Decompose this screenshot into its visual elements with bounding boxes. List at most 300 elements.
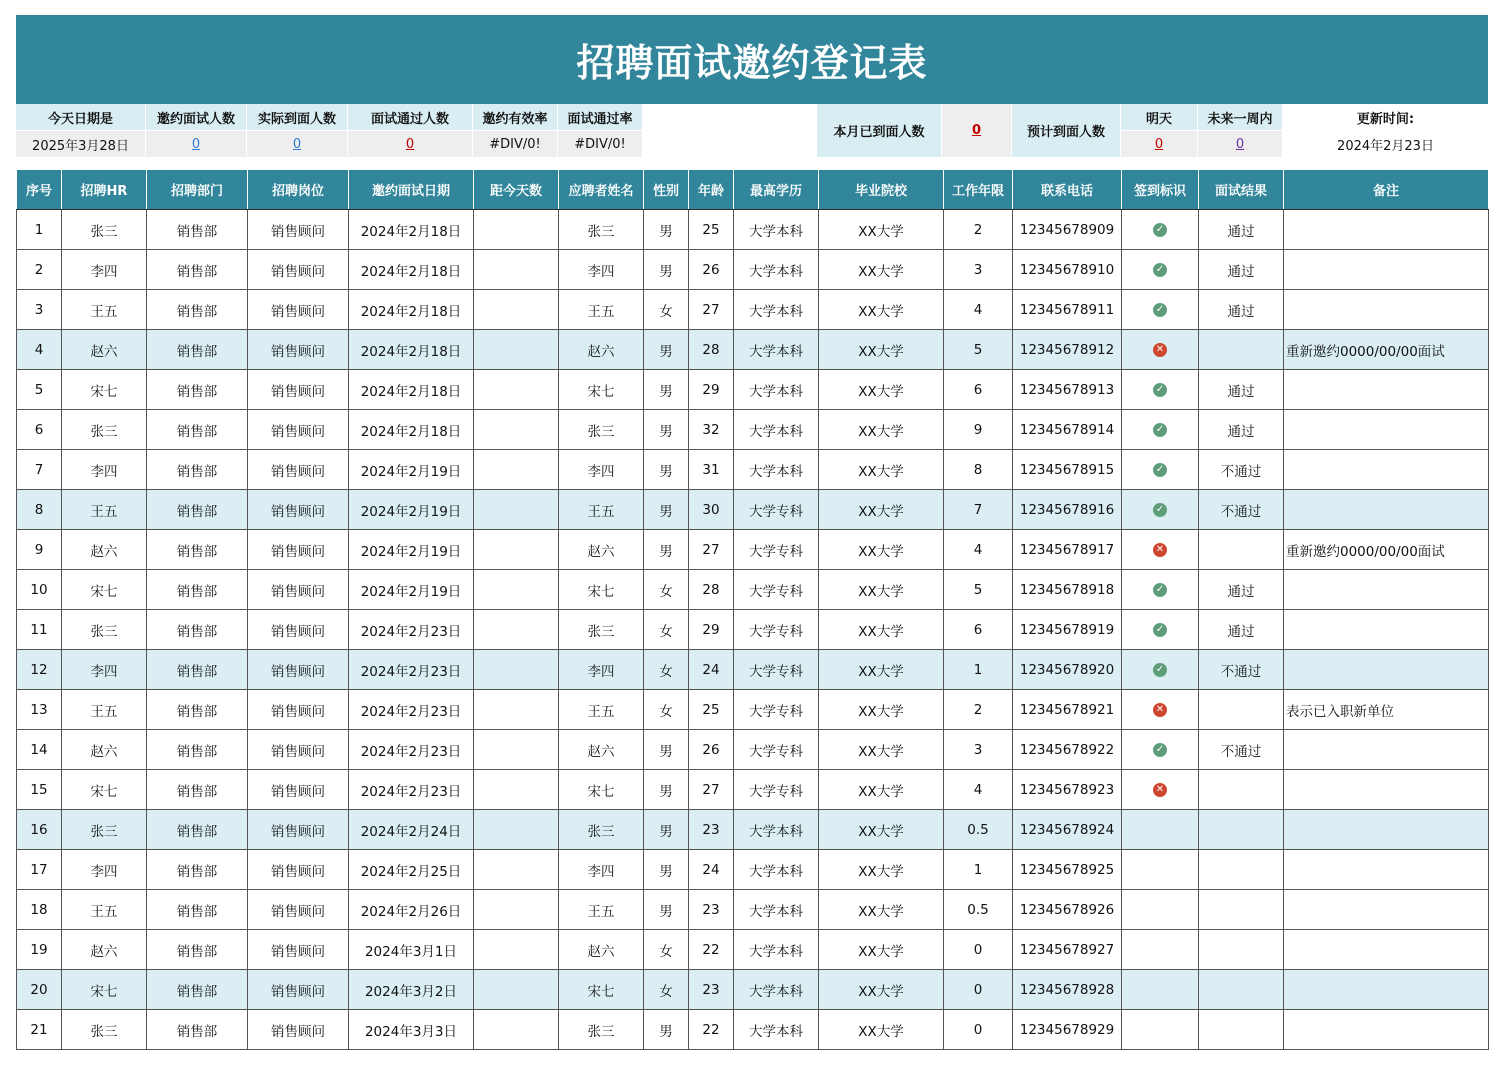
note-cell[interactable]	[1284, 970, 1489, 1010]
invite-date-cell[interactable]: 2024年2月23日	[349, 690, 474, 730]
years-cell[interactable]: 3	[944, 250, 1013, 290]
age-cell[interactable]: 23	[689, 970, 734, 1010]
col-header[interactable]: 序号	[17, 170, 62, 210]
hr-cell[interactable]: 张三	[62, 410, 147, 450]
sign-cell[interactable]	[1122, 650, 1199, 690]
result-cell[interactable]: 通过	[1199, 570, 1284, 610]
result-cell[interactable]: 不通过	[1199, 490, 1284, 530]
note-cell[interactable]	[1284, 850, 1489, 890]
row-number[interactable]: 4	[17, 330, 62, 370]
candidate-name-cell[interactable]: 宋七	[559, 970, 644, 1010]
age-cell[interactable]: 23	[689, 890, 734, 930]
result-cell[interactable]: 通过	[1199, 210, 1284, 250]
school-cell[interactable]: XX大学	[819, 810, 944, 850]
age-cell[interactable]: 29	[689, 610, 734, 650]
result-cell[interactable]	[1199, 530, 1284, 570]
years-cell[interactable]: 5	[944, 570, 1013, 610]
days-cell[interactable]	[474, 570, 559, 610]
phone-cell[interactable]: 12345678920	[1013, 650, 1122, 690]
sign-cell[interactable]	[1122, 890, 1199, 930]
invite-date-cell[interactable]: 2024年2月18日	[349, 370, 474, 410]
phone-cell[interactable]: 12345678913	[1013, 370, 1122, 410]
hr-cell[interactable]: 王五	[62, 490, 147, 530]
result-cell[interactable]: 通过	[1199, 610, 1284, 650]
sex-cell[interactable]: 男	[644, 370, 689, 410]
result-cell[interactable]	[1199, 1010, 1284, 1050]
dept-cell[interactable]: 销售部	[147, 810, 248, 850]
phone-cell[interactable]: 12345678928	[1013, 970, 1122, 1010]
sex-cell[interactable]: 男	[644, 450, 689, 490]
dept-cell[interactable]: 销售部	[147, 490, 248, 530]
candidate-name-cell[interactable]: 王五	[559, 290, 644, 330]
school-cell[interactable]: XX大学	[819, 730, 944, 770]
row-number[interactable]: 7	[17, 450, 62, 490]
age-cell[interactable]: 25	[689, 690, 734, 730]
passed-value-link[interactable]: 0	[405, 136, 415, 152]
age-cell[interactable]: 23	[689, 810, 734, 850]
dept-cell[interactable]: 销售部	[147, 410, 248, 450]
week-value[interactable]	[1198, 131, 1282, 157]
phone-cell[interactable]: 12345678925	[1013, 850, 1122, 890]
sign-cell[interactable]	[1122, 370, 1199, 410]
sex-cell[interactable]: 男	[644, 410, 689, 450]
days-cell[interactable]	[474, 290, 559, 330]
age-cell[interactable]: 29	[689, 370, 734, 410]
result-cell[interactable]: 通过	[1199, 370, 1284, 410]
result-cell[interactable]: 不通过	[1199, 650, 1284, 690]
post-cell[interactable]: 销售顾问	[248, 210, 349, 250]
passed-value[interactable]	[348, 131, 472, 157]
school-cell[interactable]: XX大学	[819, 490, 944, 530]
sex-cell[interactable]: 女	[644, 690, 689, 730]
age-cell[interactable]: 27	[689, 770, 734, 810]
days-cell[interactable]	[474, 250, 559, 290]
school-cell[interactable]: XX大学	[819, 890, 944, 930]
tomorrow-link[interactable]: 0	[1154, 136, 1164, 152]
dept-cell[interactable]: 销售部	[147, 930, 248, 970]
sex-cell[interactable]: 男	[644, 810, 689, 850]
age-cell[interactable]: 30	[689, 490, 734, 530]
arrived-value[interactable]	[247, 131, 347, 157]
candidate-name-cell[interactable]: 宋七	[559, 570, 644, 610]
years-cell[interactable]: 0	[944, 1010, 1013, 1050]
col-header[interactable]: 招聘部门	[147, 170, 248, 210]
sex-cell[interactable]: 男	[644, 850, 689, 890]
note-cell[interactable]	[1284, 490, 1489, 530]
arrived-value-link[interactable]: 0	[292, 136, 302, 152]
school-cell[interactable]: XX大学	[819, 530, 944, 570]
sex-cell[interactable]: 男	[644, 210, 689, 250]
row-number[interactable]: 3	[17, 290, 62, 330]
note-cell[interactable]	[1284, 370, 1489, 410]
sign-cell[interactable]	[1122, 210, 1199, 250]
hr-cell[interactable]: 李四	[62, 450, 147, 490]
education-cell[interactable]: 大学专科	[734, 530, 819, 570]
candidate-name-cell[interactable]: 赵六	[559, 530, 644, 570]
sex-cell[interactable]: 女	[644, 650, 689, 690]
phone-cell[interactable]: 12345678926	[1013, 890, 1122, 930]
school-cell[interactable]: XX大学	[819, 970, 944, 1010]
invite-date-cell[interactable]: 2024年2月26日	[349, 890, 474, 930]
post-cell[interactable]: 销售顾问	[248, 970, 349, 1010]
days-cell[interactable]	[474, 370, 559, 410]
phone-cell[interactable]: 12345678916	[1013, 490, 1122, 530]
col-header[interactable]: 最高学历	[734, 170, 819, 210]
sex-cell[interactable]: 男	[644, 330, 689, 370]
age-cell[interactable]: 26	[689, 250, 734, 290]
result-cell[interactable]: 通过	[1199, 290, 1284, 330]
candidate-name-cell[interactable]: 李四	[559, 650, 644, 690]
age-cell[interactable]: 22	[689, 930, 734, 970]
phone-cell[interactable]: 12345678917	[1013, 530, 1122, 570]
candidate-name-cell[interactable]: 赵六	[559, 330, 644, 370]
dept-cell[interactable]: 销售部	[147, 450, 248, 490]
dept-cell[interactable]: 销售部	[147, 770, 248, 810]
note-cell[interactable]: 重新邀约0000/00/00面试	[1284, 530, 1489, 570]
invite-date-cell[interactable]: 2024年2月19日	[349, 490, 474, 530]
years-cell[interactable]: 2	[944, 690, 1013, 730]
school-cell[interactable]: XX大学	[819, 650, 944, 690]
col-header[interactable]: 应聘者姓名	[559, 170, 644, 210]
row-number[interactable]: 21	[17, 1010, 62, 1050]
row-number[interactable]: 17	[17, 850, 62, 890]
sex-cell[interactable]: 女	[644, 610, 689, 650]
result-cell[interactable]	[1199, 690, 1284, 730]
school-cell[interactable]: XX大学	[819, 410, 944, 450]
invite-date-cell[interactable]: 2024年2月23日	[349, 730, 474, 770]
education-cell[interactable]: 大学专科	[734, 690, 819, 730]
school-cell[interactable]: XX大学	[819, 570, 944, 610]
invite-date-cell[interactable]: 2024年2月18日	[349, 210, 474, 250]
age-cell[interactable]: 22	[689, 1010, 734, 1050]
sign-cell[interactable]	[1122, 810, 1199, 850]
note-cell[interactable]	[1284, 250, 1489, 290]
sign-cell[interactable]	[1122, 770, 1199, 810]
post-cell[interactable]: 销售顾问	[248, 810, 349, 850]
month-arrived-link[interactable]: 0	[971, 123, 982, 138]
row-number[interactable]: 1	[17, 210, 62, 250]
sign-cell[interactable]	[1122, 530, 1199, 570]
school-cell[interactable]: XX大学	[819, 210, 944, 250]
days-cell[interactable]	[474, 730, 559, 770]
post-cell[interactable]: 销售顾问	[248, 570, 349, 610]
invite-date-cell[interactable]: 2024年2月19日	[349, 570, 474, 610]
years-cell[interactable]: 7	[944, 490, 1013, 530]
sex-cell[interactable]: 男	[644, 490, 689, 530]
col-header[interactable]: 面试结果	[1199, 170, 1284, 210]
education-cell[interactable]: 大学本科	[734, 370, 819, 410]
invite-date-cell[interactable]: 2024年2月18日	[349, 250, 474, 290]
age-cell[interactable]: 24	[689, 850, 734, 890]
post-cell[interactable]: 销售顾问	[248, 690, 349, 730]
days-cell[interactable]	[474, 930, 559, 970]
row-number[interactable]: 12	[17, 650, 62, 690]
note-cell[interactable]	[1284, 450, 1489, 490]
school-cell[interactable]: XX大学	[819, 370, 944, 410]
note-cell[interactable]	[1284, 1010, 1489, 1050]
hr-cell[interactable]: 赵六	[62, 730, 147, 770]
tomorrow-value[interactable]	[1121, 131, 1197, 157]
post-cell[interactable]: 销售顾问	[248, 410, 349, 450]
education-cell[interactable]: 大学本科	[734, 930, 819, 970]
sex-cell[interactable]: 女	[644, 970, 689, 1010]
years-cell[interactable]: 9	[944, 410, 1013, 450]
row-number[interactable]: 19	[17, 930, 62, 970]
age-cell[interactable]: 27	[689, 290, 734, 330]
age-cell[interactable]: 25	[689, 210, 734, 250]
post-cell[interactable]: 销售顾问	[248, 890, 349, 930]
phone-cell[interactable]: 12345678910	[1013, 250, 1122, 290]
dept-cell[interactable]: 销售部	[147, 1010, 248, 1050]
days-cell[interactable]	[474, 450, 559, 490]
sex-cell[interactable]: 男	[644, 1010, 689, 1050]
hr-cell[interactable]: 李四	[62, 250, 147, 290]
school-cell[interactable]: XX大学	[819, 1010, 944, 1050]
phone-cell[interactable]: 12345678915	[1013, 450, 1122, 490]
age-cell[interactable]: 24	[689, 650, 734, 690]
dept-cell[interactable]: 销售部	[147, 850, 248, 890]
sign-cell[interactable]	[1122, 490, 1199, 530]
candidate-name-cell[interactable]: 张三	[559, 410, 644, 450]
result-cell[interactable]: 通过	[1199, 410, 1284, 450]
sign-cell[interactable]	[1122, 970, 1199, 1010]
sex-cell[interactable]: 男	[644, 730, 689, 770]
post-cell[interactable]: 销售顾问	[248, 250, 349, 290]
education-cell[interactable]: 大学本科	[734, 410, 819, 450]
hr-cell[interactable]: 宋七	[62, 770, 147, 810]
years-cell[interactable]: 5	[944, 330, 1013, 370]
education-cell[interactable]: 大学专科	[734, 570, 819, 610]
row-number[interactable]: 6	[17, 410, 62, 450]
week-link[interactable]: 0	[1235, 136, 1245, 152]
age-cell[interactable]: 31	[689, 450, 734, 490]
hr-cell[interactable]: 宋七	[62, 370, 147, 410]
row-number[interactable]: 16	[17, 810, 62, 850]
sign-cell[interactable]	[1122, 1010, 1199, 1050]
school-cell[interactable]: XX大学	[819, 610, 944, 650]
invite-date-cell[interactable]: 2024年2月23日	[349, 610, 474, 650]
note-cell[interactable]	[1284, 890, 1489, 930]
candidate-name-cell[interactable]: 宋七	[559, 370, 644, 410]
row-number[interactable]: 2	[17, 250, 62, 290]
row-number[interactable]: 15	[17, 770, 62, 810]
dept-cell[interactable]: 销售部	[147, 730, 248, 770]
invite-date-cell[interactable]: 2024年2月18日	[349, 290, 474, 330]
dept-cell[interactable]: 销售部	[147, 890, 248, 930]
education-cell[interactable]: 大学本科	[734, 450, 819, 490]
sign-cell[interactable]	[1122, 330, 1199, 370]
years-cell[interactable]: 4	[944, 770, 1013, 810]
phone-cell[interactable]: 12345678912	[1013, 330, 1122, 370]
phone-cell[interactable]: 12345678919	[1013, 610, 1122, 650]
candidate-name-cell[interactable]: 宋七	[559, 770, 644, 810]
result-cell[interactable]: 通过	[1199, 250, 1284, 290]
col-header[interactable]: 联系电话	[1013, 170, 1122, 210]
phone-cell[interactable]: 12345678929	[1013, 1010, 1122, 1050]
col-header[interactable]: 备注	[1284, 170, 1489, 210]
note-cell[interactable]	[1284, 210, 1489, 250]
post-cell[interactable]: 销售顾问	[248, 650, 349, 690]
days-cell[interactable]	[474, 650, 559, 690]
education-cell[interactable]: 大学专科	[734, 610, 819, 650]
col-header[interactable]: 性别	[644, 170, 689, 210]
phone-cell[interactable]: 12345678927	[1013, 930, 1122, 970]
post-cell[interactable]: 销售顾问	[248, 450, 349, 490]
days-cell[interactable]	[474, 610, 559, 650]
result-cell[interactable]	[1199, 970, 1284, 1010]
invite-date-cell[interactable]: 2024年3月3日	[349, 1010, 474, 1050]
invite-date-cell[interactable]: 2024年2月24日	[349, 810, 474, 850]
education-cell[interactable]: 大学本科	[734, 1010, 819, 1050]
candidate-name-cell[interactable]: 赵六	[559, 730, 644, 770]
row-number[interactable]: 20	[17, 970, 62, 1010]
col-header[interactable]: 签到标识	[1122, 170, 1199, 210]
candidate-name-cell[interactable]: 李四	[559, 450, 644, 490]
result-cell[interactable]	[1199, 850, 1284, 890]
post-cell[interactable]: 销售顾问	[248, 730, 349, 770]
phone-cell[interactable]: 12345678923	[1013, 770, 1122, 810]
school-cell[interactable]: XX大学	[819, 770, 944, 810]
school-cell[interactable]: XX大学	[819, 850, 944, 890]
candidate-name-cell[interactable]: 张三	[559, 210, 644, 250]
note-cell[interactable]	[1284, 570, 1489, 610]
post-cell[interactable]: 销售顾问	[248, 850, 349, 890]
invite-date-cell[interactable]: 2024年2月18日	[349, 410, 474, 450]
school-cell[interactable]: XX大学	[819, 290, 944, 330]
candidate-name-cell[interactable]: 张三	[559, 810, 644, 850]
education-cell[interactable]: 大学本科	[734, 850, 819, 890]
age-cell[interactable]: 32	[689, 410, 734, 450]
education-cell[interactable]: 大学本科	[734, 210, 819, 250]
col-header[interactable]: 毕业院校	[819, 170, 944, 210]
age-cell[interactable]: 28	[689, 570, 734, 610]
sign-cell[interactable]	[1122, 450, 1199, 490]
phone-cell[interactable]: 12345678922	[1013, 730, 1122, 770]
sex-cell[interactable]: 男	[644, 530, 689, 570]
dept-cell[interactable]: 销售部	[147, 570, 248, 610]
post-cell[interactable]: 销售顾问	[248, 490, 349, 530]
days-cell[interactable]	[474, 810, 559, 850]
result-cell[interactable]	[1199, 930, 1284, 970]
row-number[interactable]: 14	[17, 730, 62, 770]
days-cell[interactable]	[474, 330, 559, 370]
note-cell[interactable]: 重新邀约0000/00/00面试	[1284, 330, 1489, 370]
hr-cell[interactable]: 赵六	[62, 330, 147, 370]
sign-cell[interactable]	[1122, 290, 1199, 330]
invite-date-cell[interactable]: 2024年3月2日	[349, 970, 474, 1010]
years-cell[interactable]: 0	[944, 970, 1013, 1010]
years-cell[interactable]: 0	[944, 930, 1013, 970]
hr-cell[interactable]: 李四	[62, 850, 147, 890]
age-cell[interactable]: 27	[689, 530, 734, 570]
note-cell[interactable]	[1284, 770, 1489, 810]
days-cell[interactable]	[474, 890, 559, 930]
hr-cell[interactable]: 王五	[62, 890, 147, 930]
invited-value-link[interactable]: 0	[191, 136, 201, 152]
row-number[interactable]: 8	[17, 490, 62, 530]
years-cell[interactable]: 0.5	[944, 810, 1013, 850]
years-cell[interactable]: 4	[944, 290, 1013, 330]
dept-cell[interactable]: 销售部	[147, 970, 248, 1010]
phone-cell[interactable]: 12345678914	[1013, 410, 1122, 450]
days-cell[interactable]	[474, 410, 559, 450]
school-cell[interactable]: XX大学	[819, 330, 944, 370]
hr-cell[interactable]: 王五	[62, 690, 147, 730]
sex-cell[interactable]: 男	[644, 890, 689, 930]
invite-date-cell[interactable]: 2024年3月1日	[349, 930, 474, 970]
col-header[interactable]: 招聘岗位	[248, 170, 349, 210]
note-cell[interactable]	[1284, 930, 1489, 970]
days-cell[interactable]	[474, 490, 559, 530]
candidate-name-cell[interactable]: 王五	[559, 890, 644, 930]
days-cell[interactable]	[474, 210, 559, 250]
age-cell[interactable]: 26	[689, 730, 734, 770]
years-cell[interactable]: 4	[944, 530, 1013, 570]
sign-cell[interactable]	[1122, 610, 1199, 650]
sign-cell[interactable]	[1122, 730, 1199, 770]
education-cell[interactable]: 大学本科	[734, 810, 819, 850]
days-cell[interactable]	[474, 770, 559, 810]
candidate-name-cell[interactable]: 李四	[559, 250, 644, 290]
post-cell[interactable]: 销售顾问	[248, 330, 349, 370]
dept-cell[interactable]: 销售部	[147, 690, 248, 730]
col-header[interactable]: 邀约面试日期	[349, 170, 474, 210]
hr-cell[interactable]: 李四	[62, 650, 147, 690]
sign-cell[interactable]	[1122, 570, 1199, 610]
years-cell[interactable]: 2	[944, 210, 1013, 250]
col-header[interactable]: 年龄	[689, 170, 734, 210]
education-cell[interactable]: 大学专科	[734, 770, 819, 810]
sex-cell[interactable]: 男	[644, 250, 689, 290]
invite-date-cell[interactable]: 2024年2月18日	[349, 330, 474, 370]
note-cell[interactable]: 表示已入职新单位	[1284, 690, 1489, 730]
days-cell[interactable]	[474, 1010, 559, 1050]
sign-cell[interactable]	[1122, 690, 1199, 730]
years-cell[interactable]: 1	[944, 850, 1013, 890]
post-cell[interactable]: 销售顾问	[248, 530, 349, 570]
note-cell[interactable]	[1284, 610, 1489, 650]
sign-cell[interactable]	[1122, 850, 1199, 890]
result-cell[interactable]	[1199, 890, 1284, 930]
row-number[interactable]: 10	[17, 570, 62, 610]
invite-date-cell[interactable]: 2024年2月23日	[349, 770, 474, 810]
sex-cell[interactable]: 女	[644, 290, 689, 330]
note-cell[interactable]	[1284, 650, 1489, 690]
candidate-name-cell[interactable]: 赵六	[559, 930, 644, 970]
days-cell[interactable]	[474, 850, 559, 890]
note-cell[interactable]	[1284, 810, 1489, 850]
month-arrived-value[interactable]	[942, 104, 1011, 157]
hr-cell[interactable]: 赵六	[62, 930, 147, 970]
education-cell[interactable]: 大学专科	[734, 650, 819, 690]
post-cell[interactable]: 销售顾问	[248, 770, 349, 810]
col-header[interactable]: 工作年限	[944, 170, 1013, 210]
education-cell[interactable]: 大学本科	[734, 330, 819, 370]
hr-cell[interactable]: 张三	[62, 610, 147, 650]
candidate-name-cell[interactable]: 李四	[559, 850, 644, 890]
dept-cell[interactable]: 销售部	[147, 530, 248, 570]
candidate-name-cell[interactable]: 王五	[559, 690, 644, 730]
invite-date-cell[interactable]: 2024年2月25日	[349, 850, 474, 890]
phone-cell[interactable]: 12345678918	[1013, 570, 1122, 610]
invite-date-cell[interactable]: 2024年2月19日	[349, 450, 474, 490]
note-cell[interactable]	[1284, 410, 1489, 450]
dept-cell[interactable]: 销售部	[147, 650, 248, 690]
sex-cell[interactable]: 男	[644, 770, 689, 810]
result-cell[interactable]: 不通过	[1199, 450, 1284, 490]
phone-cell[interactable]: 12345678911	[1013, 290, 1122, 330]
result-cell[interactable]: 不通过	[1199, 730, 1284, 770]
